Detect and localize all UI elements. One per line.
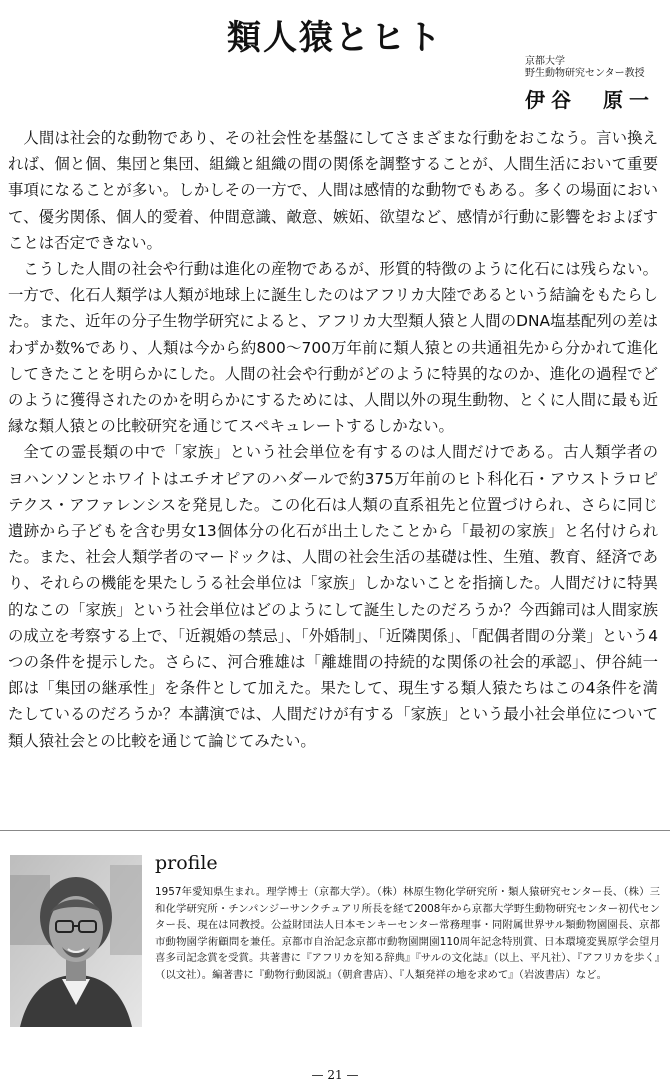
body-paragraph-2: こうした人間の社会や行動は進化の産物であるが、形質的特徴のように化石には残らない。一方で、化石人類学は人類が地球上に誕生したのはアフリカ大陸であるという結論をもたらした。また、近年の分子生物学研究によると、アフリカ大型類人猿と人間のDNA塩基配列の差はわずか数%であり、人類は今から約800～700万年前に類人猿との共通祖先から分かれて進化してきたことを明らかにした。人間の社会や行動がどのように特異的なのか、進化の過程でどのように獲得されたのかを明らかにするためには、人間以外の現生動物、とくに人間に最も近縁な類人猿との比較研究を通じてスペキュレートするしかない。 <box>8 260 658 436</box>
body-paragraph-1: 人間は社会的な動物であり、その社会性を基盤にしてさまざまな行動をおこなう。言い換えれば、個と個、集団と集団、組織と組織の間の関係を調整することが、人間生活において重要事項になることが多い。しかしその一方で、人間は感情的な動物でもある。多くの場面において、優劣関係、個人的愛着、仲間意識、敵意、嫉妬、欲望など、感情が行動に影響をおよぼすことは否定できない。 <box>8 129 658 252</box>
page-number: — 21 — <box>311 1068 359 1082</box>
portrait-illustration <box>10 855 142 1027</box>
author-portrait-photo <box>10 855 142 1027</box>
author-affiliation-position: 野生動物研究センター教授 <box>525 68 645 79</box>
author-block <box>525 56 665 113</box>
profile-heading: profile <box>155 852 218 874</box>
author-name: 伊谷 原一 <box>525 88 655 112</box>
article-body <box>8 125 658 754</box>
profile-text: 1957年愛知県生まれ。理学博士（京都大学）。（株）林原生物化学研究所・類人猿研究センター長、（株）三和化学研究所・チンパンジーサンクチュアリ所長を経て2008年から京都大学野生動物研究センター初代センター長、現在は同教授。公益財団法人日本モンキーセンター常務理事・同附属世界サル類動物園園長、京都市動物園学術顧問を兼任。京都市自治記念京都市動物園開園110周年記念特別賞、日本環境変異原学会望月喜多司記念賞を受賞。共著書に『アフリカを知る辞典』『サルの文化誌』（以上、平凡社）、『アフリカを歩く』（以文社）。編著書に『動物行動図説』（朝倉書店）、『人類発祥の地を求めて』（岩波書店）など。 <box>155 886 660 981</box>
article-title: 類人猿とヒト <box>227 18 443 58</box>
section-divider <box>0 830 670 831</box>
author-affiliation-university: 京都大学 <box>525 56 565 67</box>
body-paragraph-3: 全ての霊長類の中で「家族」という社会単位を有するのは人間だけである。古人類学者の ヨハンソンとホワイトはエチオピアのハダールで約375万年前のヒト科化石・アウストラロピテクス・アファレンシスを発見した。この化石は人類の直系祖先と位置づけられ、さらに同じ遺跡から子どもを含む男女13個体分の化石が出土したことから「最初の家族」と名付けられた。また、社会人類学者のマードックは、人間の社会生活の基礎は性、生殖、教育、経済であり、それらの機能を果たしうる社会単位は「家族」しかないことを指摘した。人間だけに特異的なこの「家族」という社会単位はどのようにして誕生したのだろうか？今西錦司は人間家族の成立を考察する上で、「近親婚の禁忌」、「外婚制」、「近隣関係」、「配偶者間の分業」という4つの条件を提示した。さらに、河合雅雄は「離雄間の持続的な関係の社会的承認」、伊谷純一郎は「集団の継承性」を条件として加えた。果たして、現生する類人猿たちはこの4条件を満たしているのだろうか？本講演では、人間だけが有する「家族」という最小社会単位について類人猿社会との比較を通じて論じてみたい。 <box>8 443 658 750</box>
